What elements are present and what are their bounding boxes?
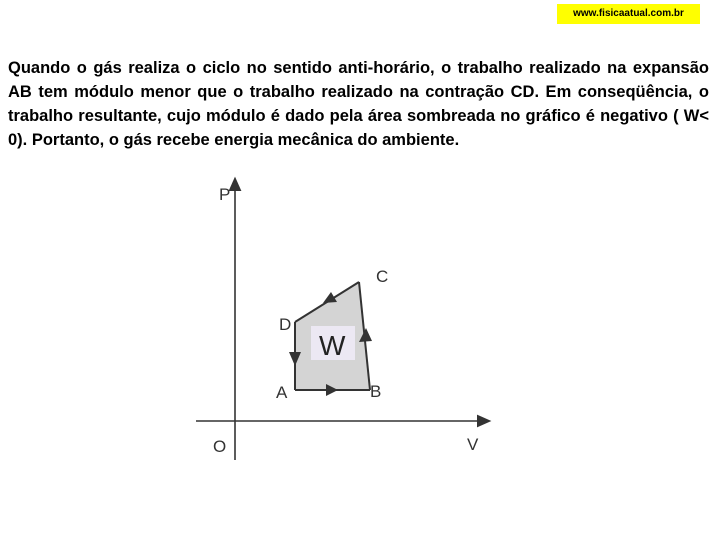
point-d-label: D (279, 315, 292, 334)
explanation-text: Quando o gás realiza o ciclo no sentido anti-horário, o trabalho realizado na expansão AB tem módulo menor que o trabalho realizado na contração CD. Em conseqüência, o trabalho resultante, cujo módulo é dado pela área sombreada no gráfico é negativo ( W< 0). Portanto, o gás recebe energia mecânica do ambiente. (8, 59, 709, 149)
point-c-label: C (376, 267, 389, 286)
v-axis-label: V (467, 435, 479, 454)
site-watermark: www.fisicaatual.com.br (557, 4, 700, 24)
origin-label: O (213, 437, 227, 456)
work-area-label: W (319, 330, 346, 361)
point-b-label: B (370, 382, 382, 401)
point-a-label: A (276, 383, 288, 402)
p-axis-label: P (219, 185, 231, 204)
